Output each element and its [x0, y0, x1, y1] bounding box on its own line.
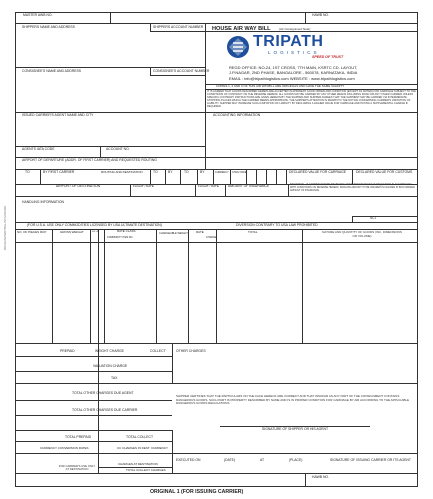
divider — [172, 343, 173, 383]
place-label: (PLACE) — [289, 458, 303, 462]
divider — [213, 169, 214, 184]
sidebar-code: BOOK/AIRWAYBILL/STANDARD — [3, 205, 7, 250]
divider — [15, 23, 418, 24]
divider — [288, 184, 289, 196]
divider — [266, 169, 267, 184]
date-label: (DATE) — [224, 458, 236, 462]
declared-carriage-label: DECLARED VALUE FOR CARRIAGE — [289, 170, 347, 174]
col-chargeable: CHARGEABLE WEIGHT — [159, 232, 188, 235]
handling-info-field[interactable] — [17, 206, 357, 220]
shipper-acct-label: SHIPPERS ACCOUNT NUMBER — [153, 25, 204, 29]
for-carriers-use-label: FOR CARRIER'S USE ONLY AT DESTINATION — [58, 464, 96, 472]
cc-charges-label: CC CHARGES IN DEST. CURRENCY — [117, 446, 169, 450]
divider — [150, 23, 151, 31]
office-line-1: REGD OFFICE: NO-24, 1ST CROSS, 7TH MAIN, KSRTC CD. LAYOUT, — [229, 65, 358, 70]
shipper-certifies-text: SHIPPER CERTIFIES THAT THE PARTICULARS ON THE FACE HEREOF ARE CORRECT AND THAT INSOFAR AS ANY PART OF THE CONSIGNMENT CONTAINS DANGEROUS GOODS, SUCH PART IS PROPERTY DESCRIBED BY NAME AND IS IN PROPER CONDITION FOR CARRIAGE BY AIR ACCORDING TO THE APPLICABLE DANGEROUS GOODS REGULATIONS — [176, 394, 409, 406]
currency-label: CURRENCY — [215, 171, 229, 174]
signature-carrier-label: SIGNATURE OF ISSUING CARRIER OR ITS AGENT — [330, 458, 411, 462]
flight-date-label-1: FLIGHT / DATE — [133, 184, 154, 188]
divider — [205, 112, 206, 157]
divider — [100, 146, 101, 157]
col-pieces: NO. OF PIECES RCP — [17, 230, 47, 234]
issuing-agent-label: ISSUED CARRIER'S AGENT NAME AND CITY — [22, 113, 94, 117]
consignee-address-field[interactable] — [17, 76, 203, 106]
diversion-label: DIVERSION CONTRARY TO USA LAW PROHIBITED — [236, 223, 318, 227]
divider — [230, 169, 231, 184]
declared-customs-label: DECLARED VALUE FOR CUSTOMS — [356, 170, 413, 174]
charges-at-dest-label: CHARGES AT DESTINATION — [118, 462, 158, 466]
divider — [15, 356, 172, 357]
shipper-name-label: SHIPPERS NAME AND ADDRESS — [22, 25, 75, 29]
accounting-info-field[interactable] — [207, 119, 416, 155]
divider — [15, 343, 418, 344]
usa-only-label: (FOR U.S.A. USE ONLY COMMODITIES LICENSED BY USA ULTIMATE DESTINATION) — [27, 223, 162, 227]
col-kg: KG LB — [92, 231, 99, 233]
divider — [305, 473, 306, 487]
airport-destination-label: AIRPORT OF DESTINATION — [56, 184, 101, 188]
currency-conversion-label: CURRENCY CONVERSION RATES — [40, 446, 89, 450]
office-line-3: EMAIL : info@tripathlogistics.com WEBSITE : www.tripathlogistics.com — [229, 76, 355, 81]
weight-charge-label: WEIGHT CHARGE — [95, 349, 124, 353]
master-awb-label: MASTER AWB NO. — [23, 13, 53, 17]
consignee-acct-label: CONSIGNEE'S ACCOUNT NUMBER — [153, 69, 210, 73]
divider — [40, 169, 41, 184]
col-total: TOTAL — [248, 230, 258, 234]
col-gross: GROSS WEIGHT — [60, 230, 84, 234]
collect-label: COLLECT — [150, 349, 166, 353]
chgs-code-label: CHGS CODE — [232, 171, 247, 174]
consignee-name-label: CONSIGNEE'S NAME AND ADDRESS — [22, 69, 82, 73]
tripath-logo — [222, 35, 390, 61]
other-charges-label: OTHER CHARGES — [176, 349, 206, 353]
divider — [225, 184, 226, 196]
divider — [205, 31, 418, 32]
accounting-info-label: ACCOUNTING INFORMATION — [213, 113, 261, 117]
tax-label: TAX — [111, 376, 118, 380]
divider — [15, 371, 172, 372]
col-rate: RATE — [196, 230, 204, 234]
divider — [110, 12, 111, 23]
agreement-text: IT IS AGREED THAT GOODS DESCRIBED HEREIN ARE ACCEPTED IN APPARENT GOOD ORDER AND CONDITION (EXCEPT AS NOTED) FOR CARRIAGE SUBJECT TO THE CONDITIONS OF CONTRACT ON THE REVERSE HEREOF. ALL GOODS MAY BE CARRIED BY ANY OTHER MEANS INCLUDING ROAD OR ANY OTHER CARRIER UNLESS SPECIFIC CONTRARY INSTRUCTIONS ARE GIVEN HEREON BY THE SHIPPER AND SHIPPER AGREES THAT THE SHIPMENT MAY BE CARRIED VIA INTERMEDIATE STOPPING PLACES WHICH THE CARRIER DEEMS APPROPRIATE. THE SHIPPER'S ATTENTION IS DRAWN TO THE NOTICE CONCERNING CARRIER'S LIMITATION OF LIABILITY. SHIPPER MAY INCREASE SUCH LIMITATION OF LIABILITY BY DECLARING A HIGHER VALUE FOR CARRIAGE AND PAYING A SUPPLEMENTAL CHARGE IF REQUIRED. — [207, 90, 416, 109]
divider — [256, 169, 257, 184]
divider — [15, 196, 418, 197]
divider — [15, 430, 172, 431]
divider — [246, 169, 247, 184]
total-other-carrier-label: TOTAL OTHER CHARGES DUE CARRIER — [72, 408, 138, 412]
to-label-2: TO — [153, 170, 158, 174]
sci-label: SCI — [370, 216, 376, 220]
by-label-2: BY — [200, 170, 205, 174]
prepaid-label: PREPAID — [60, 349, 75, 353]
divider — [130, 184, 131, 196]
total-collect-label: TOTAL COLLECT — [126, 435, 154, 439]
hawb-bottom-label: HAWB NO. — [312, 475, 330, 479]
divider — [352, 216, 418, 217]
divider — [195, 184, 196, 196]
divider — [15, 415, 172, 416]
account-no-label: ACCOUNT NO. — [106, 147, 130, 151]
divider — [276, 169, 277, 184]
to-label-1: TO — [25, 170, 30, 174]
divider — [172, 453, 173, 473]
agent-iata-label: AGENTS IATA CODE — [22, 147, 55, 151]
copies-line: COPIES 1, 2 AND 3 OF THIS AIR WAYBILL ARE ORIGINALS AND HAVE THE SAME VALIDITY — [216, 84, 345, 88]
other-charges-field[interactable] — [176, 356, 416, 380]
routing-label: ROUTING AND DESTINATION — [101, 170, 143, 174]
divider — [15, 441, 172, 442]
divider — [165, 169, 166, 184]
divider — [150, 67, 151, 75]
divider — [15, 400, 172, 401]
col-nature: NATURE AND QUANTITY OF GOODS (INC. DIMENSIONS OR VOLUME) — [322, 230, 402, 238]
total-other-agent-label: TOTAL OTHER CHARGES DUE AGENT — [72, 391, 134, 395]
goods-entry-area[interactable] — [17, 244, 416, 341]
logo-tagline: SPEED OF TRUST — [312, 55, 344, 59]
by-first-carrier-label: BY FIRST CARRIER — [43, 170, 75, 174]
signature-shipper-label: SIGNATURE OF SHIPPER OR HIS AGENT — [262, 427, 329, 431]
divider — [352, 169, 353, 184]
to-label-3: TO — [184, 170, 189, 174]
total-prepaid-label: TOTAL PREPAID — [65, 435, 92, 439]
divider — [98, 467, 172, 468]
total-collect-charges-label: TOTAL COLLECT CHARGES — [126, 468, 166, 472]
divider — [172, 430, 173, 453]
house-awb-subtitle: (Air Consignment Note) — [279, 27, 311, 31]
executed-on-label: EXECUTED ON — [176, 458, 201, 462]
col-charge: CHARGE — [206, 236, 217, 239]
divider — [15, 242, 418, 243]
logo-sub: LOGISTICS — [268, 50, 320, 55]
amount-insurance-label: AMOUNT OF INSURANCE — [228, 184, 270, 188]
divider — [15, 473, 418, 474]
flight-date-label-2: FLIGHT / DATE — [198, 184, 219, 188]
col-rate-class: RATE CLASS — [117, 229, 136, 233]
divider — [180, 169, 181, 184]
divider — [15, 383, 418, 384]
divider — [305, 12, 306, 23]
at-label: AT — [260, 458, 265, 462]
divider — [15, 67, 205, 68]
issuing-agent-field[interactable] — [17, 119, 203, 144]
airport-departure-label: AIRPORT OF DEPARTURE (ADDR. OF FIRST CARRIER) AND REQUESTED ROUTING — [22, 158, 157, 162]
shipper-address-field[interactable] — [17, 32, 203, 64]
divider — [98, 343, 99, 453]
logo-name: TRIPATH — [253, 33, 324, 50]
col-commodity: COMMODITY ITEM NO. — [107, 236, 134, 239]
divider — [98, 453, 99, 473]
logo-emblem-icon — [226, 35, 250, 59]
hawb-top-label: HAWB NO. — [312, 13, 330, 17]
insurance-text: INSURANCE - IF CARRIER OFFERS INSURANCE AND SUCH INSURANCE IS REQUESTED IN ACCORDANCE WITH CONDITIONS ON REVERSE HEREOF, INDICATE AMOUNT TO BE INSURED IN FIGURES IN BOX MARKED AMOUNT OF INSURANCE — [290, 183, 415, 192]
divider — [15, 453, 418, 454]
divider — [197, 169, 198, 184]
divider — [205, 157, 206, 169]
divider — [150, 169, 151, 184]
handling-info-label: HANDLING INFORMATION — [22, 200, 64, 204]
office-line-2: J.P.NAGAR, 2ND PHASE, BANGALORE - 560078, KARNATAKA, INDIA — [229, 70, 358, 75]
original-label: ORIGINAL 1 (FOR ISSUING CARRIER) — [150, 489, 244, 495]
signature-shipper-field[interactable] — [220, 416, 370, 426]
by-label-1: BY — [168, 170, 173, 174]
house-awb-title: HOUSE AIR WAY BILL — [212, 26, 271, 32]
valuation-charge-label: VALUATION CHARGE — [93, 364, 128, 368]
master-awb-field[interactable] — [60, 14, 108, 21]
divider — [286, 169, 287, 184]
